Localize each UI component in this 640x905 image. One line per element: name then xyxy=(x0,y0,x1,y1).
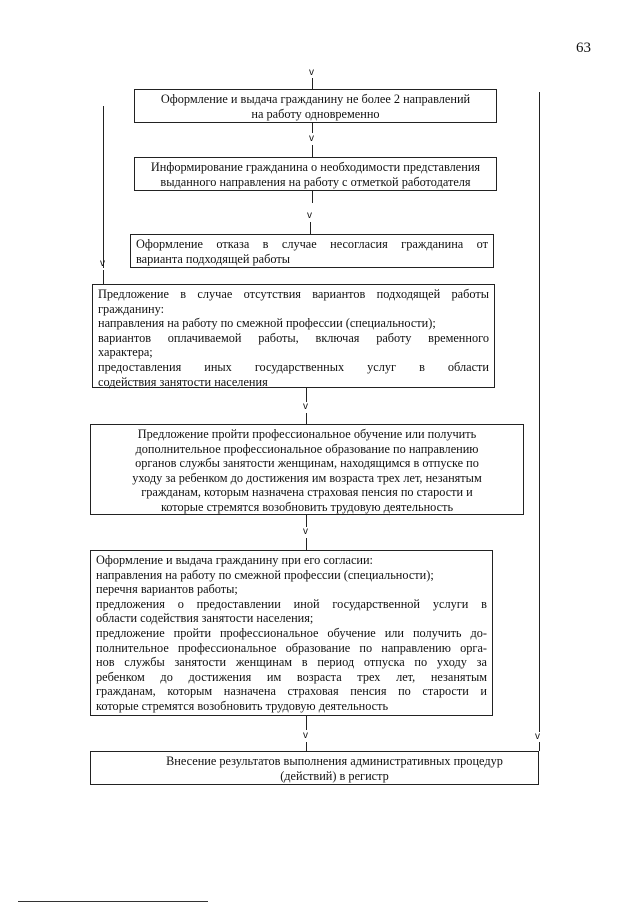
box-offer-training-line-5: гражданам, которым назначена страховая пенсия по старости и xyxy=(141,485,473,500)
connector-2-tick-top xyxy=(312,191,313,203)
box-issue-on-consent-line-6: предложение пройти профессиональное обучение или получить до- xyxy=(96,625,487,640)
connector-0-arrow: v xyxy=(309,67,314,78)
box-issue-on-consent-line-5: области содействия занятости населения; xyxy=(96,611,314,626)
box-offer-alternatives-line-4: вариантов оплачиваемой работы, включая работу временного xyxy=(98,330,489,345)
connector-4-tick-top xyxy=(306,388,307,402)
right-rail-tick xyxy=(539,742,540,751)
connector-6-tick-top xyxy=(306,716,307,730)
connector-1-tick-bottom xyxy=(312,145,313,157)
box-offer-training-line-4: уходу за ребенком до достижения им возраста трех лет, незанятым xyxy=(132,470,482,485)
box-offer-training-line-3: органов службы занятости женщинам, находящимся в отпуске по xyxy=(135,456,479,471)
box-inform-citizen-line-1: Информирование гражданина о необходимости представления xyxy=(150,160,481,174)
box-inform-citizen xyxy=(134,157,497,191)
connector-5-tick-bottom xyxy=(306,538,307,550)
right-rail-arrow: v xyxy=(535,731,540,742)
connector-5-arrow: v xyxy=(303,526,308,537)
box-issue-on-consent-line-8: нов службы занятости женщинам в период отпуска по уходу за xyxy=(96,655,487,670)
left-rail-arrow: v xyxy=(100,258,105,269)
box-register-results-line-2: (действий) в регистр xyxy=(280,768,389,783)
page-number: 63 xyxy=(576,40,591,56)
left-rail-line xyxy=(103,106,104,268)
box-refusal xyxy=(130,234,494,268)
box-issue-on-consent-line-3: перечня вариантов работы; xyxy=(96,582,238,597)
box-register-results xyxy=(90,751,539,785)
box-issue-on-consent-line-7: полнительное профессиональное образование по направлению орга- xyxy=(96,640,487,655)
connector-6-arrow: v xyxy=(303,730,308,741)
box-issue-on-consent-line-2: направления на работу по смежной профессии (специальности); xyxy=(96,567,434,582)
box-register-results-line-1: Внесение результатов выполнения административных процедур xyxy=(166,754,503,768)
box-offer-alternatives-line-3: направления на работу по смежной профессии (специальности); xyxy=(98,316,436,331)
box-issue-referrals xyxy=(134,89,497,123)
box-refusal-line-1: Оформление отказа в случае несогласия гражданина от xyxy=(136,237,488,251)
right-rail-line xyxy=(539,92,540,732)
box-offer-training-line-6: которые стремятся возобновить трудовую деятельность xyxy=(160,499,454,514)
box-issue-on-consent-line-11: которые стремятся возобновить трудовую деятельность xyxy=(96,698,389,713)
box-offer-training-line-1: Предложение пройти профессиональное обучение или получить xyxy=(137,427,477,441)
left-rail-tick xyxy=(103,270,104,284)
box-issue-referrals-line-2: на работу одновременно xyxy=(251,106,380,121)
connector-2-tick-bottom xyxy=(310,222,311,234)
box-issue-referrals-line-1: Оформление и выдача гражданину не более 2 направлений xyxy=(160,92,471,106)
connector-4-tick-bottom xyxy=(306,413,307,424)
box-offer-alternatives-line-6: предоставления иных государственных услуг в области xyxy=(98,359,489,374)
connector-1-arrow: v xyxy=(309,133,314,144)
box-offer-alternatives-line-1: Предложение в случае отсутствия вариантов подходящей работы xyxy=(98,287,489,301)
connector-0-tick xyxy=(312,78,313,89)
box-offer-alternatives-line-7: содействия занятости населения xyxy=(98,374,268,389)
box-inform-citizen-line-2: выданного направления на работу с отметкой работодателя xyxy=(160,174,471,189)
box-issue-on-consent-line-4: предложения о предоставлении иной государственной услуги в xyxy=(96,596,487,611)
connector-2-arrow: v xyxy=(307,210,312,221)
connector-1-tick-top xyxy=(312,123,313,133)
box-issue-on-consent-line-9: ребенком до достижения им возраста трех лет, незанятым xyxy=(96,669,487,684)
box-offer-alternatives-line-5: характера; xyxy=(98,345,153,360)
connector-6-tick-bottom xyxy=(306,742,307,751)
box-offer-alternatives xyxy=(92,284,495,388)
box-issue-on-consent-line-10: гражданам, которым назначена страховая пенсия по старости и xyxy=(96,684,487,699)
box-issue-on-consent xyxy=(90,550,493,716)
box-refusal-line-2: варианта подходящей работы xyxy=(136,251,291,266)
connector-4-arrow: v xyxy=(303,401,308,412)
box-offer-training xyxy=(90,424,524,515)
box-issue-on-consent-line-1: Оформление и выдача гражданину при его согласии: xyxy=(96,553,373,567)
footer-rule xyxy=(18,901,208,902)
box-offer-training-line-2: дополнительное профессиональное образование по направлению xyxy=(135,441,479,456)
box-offer-alternatives-line-2: гражданину: xyxy=(98,301,165,316)
